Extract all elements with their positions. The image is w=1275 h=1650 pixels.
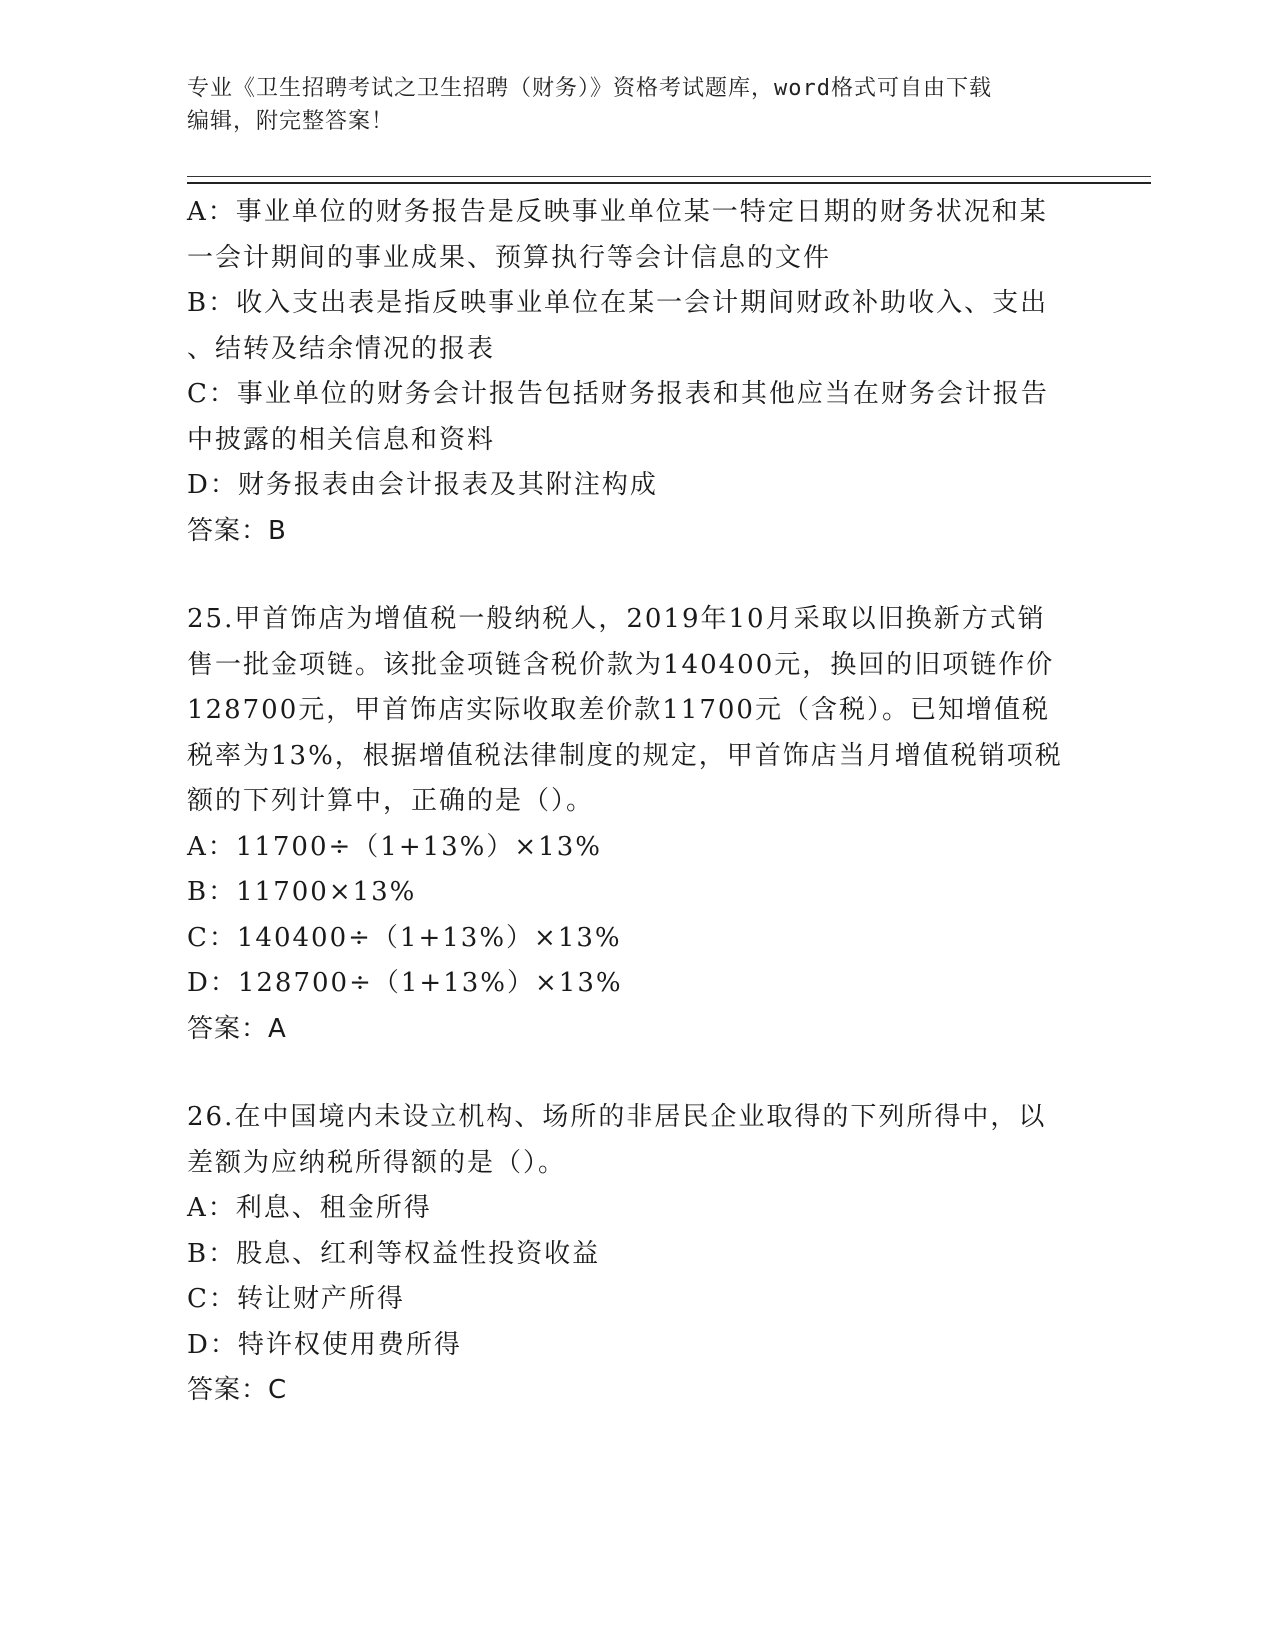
question-stem-line: 差额为应纳税所得额的是（）。 [187, 1147, 567, 1178]
question-stem-line: 128700元，甲首饰店实际收取差价款11700元（含税）。已知增值税 [187, 695, 1050, 725]
option-c: C：140400÷（1+13%）×13% [187, 922, 622, 953]
option-a: A：11700÷（1+13%）×13% [187, 831, 602, 862]
option-a: A：利息、租金所得 [187, 1193, 432, 1223]
option-c-line-1: C：事业单位的财务会计报告包括财务报表和其他应当在财务会计报告 [187, 379, 1049, 409]
question-stem-line: 额的下列计算中，正确的是（）。 [187, 786, 595, 816]
answer-label: 答案：A [187, 1013, 287, 1044]
document-header [187, 72, 1067, 138]
option-b: B：11700×13% [187, 877, 417, 907]
option-d: D：128700÷（1+13%）×13% [187, 968, 623, 998]
spacer [187, 1052, 1087, 1095]
option-b-line-1: B：收入支出表是指反映事业单位在某一会计期间财政补助收入、支出 [187, 288, 1049, 318]
answer-label: 答案：C [187, 1375, 288, 1405]
question-24 [187, 190, 1087, 554]
option-c: C：转让财产所得 [187, 1284, 405, 1314]
option-b: B：股息、红利等权益性投资收益 [187, 1238, 601, 1269]
option-c-line-2: 中披露的相关信息和资料 [187, 424, 496, 455]
question-stem-line: 25.甲首饰店为增值税一般纳税人，2019年10月采取以旧换新方式销 [187, 604, 1046, 634]
question-stem-line: 税率为13%，根据增值税法律制度的规定，甲首饰店当月增值税销项税 [187, 740, 1063, 771]
answer-label: 答案：B [187, 515, 287, 546]
option-a-line-2: 一会计期间的事业成果、预算执行等会计信息的文件 [187, 242, 832, 273]
option-b-line-2: 、结转及结余情况的报表 [187, 333, 496, 364]
option-d-line-1: D：财务报表由会计报表及其附注构成 [187, 470, 658, 500]
spacer [187, 554, 1087, 597]
header-divider-thick [187, 182, 1151, 184]
header-divider-thin [187, 176, 1151, 177]
question-25 [187, 597, 1087, 1052]
question-stem-line: 26.在中国境内未设立机构、场所的非居民企业取得的下列所得中，以 [187, 1102, 1047, 1132]
option-a-line-1: A：事业单位的财务报告是反映事业单位某一特定日期的财务状况和某 [187, 197, 1048, 227]
header-line-1: 专业《卫生招聘考试之卫生招聘（财务）》资格考试题库，word格式可自由下载 [187, 76, 992, 101]
header-line-2: 编辑，附完整答案！ [187, 109, 395, 134]
question-stem-line: 售一批金项链。该批金项链含税价款为140400元，换回的旧项链作价 [187, 649, 1055, 680]
option-d: D：特许权使用费所得 [187, 1329, 462, 1360]
question-content [187, 190, 1087, 1414]
question-26 [187, 1095, 1087, 1414]
